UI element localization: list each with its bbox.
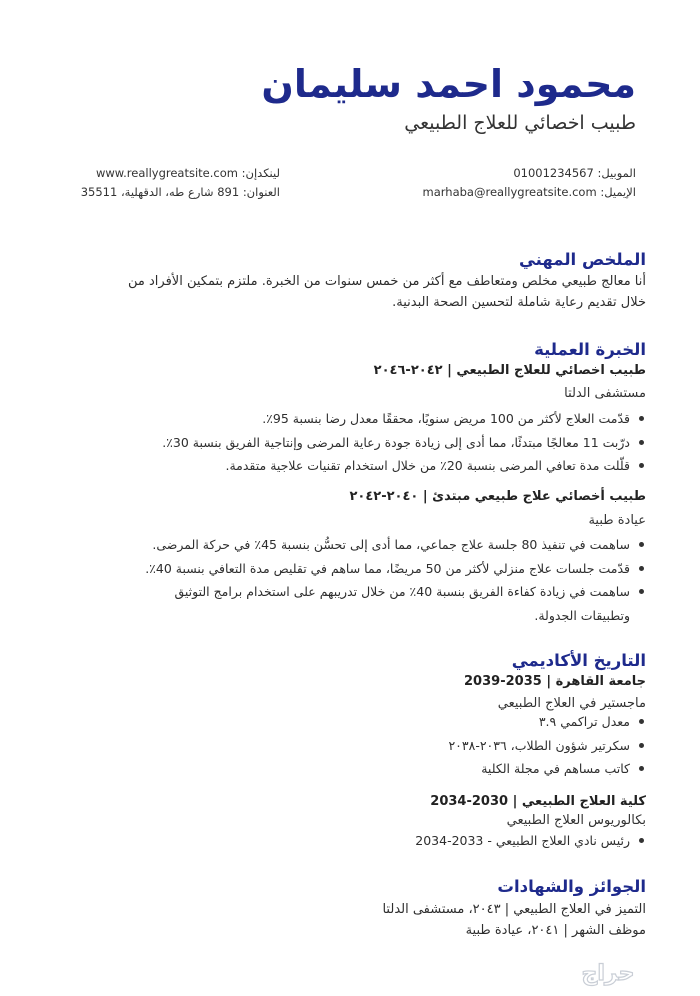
education-bullets — [46, 710, 646, 781]
education-entry-title: جامعة القاهرة | 2035-2039 — [464, 674, 646, 689]
awards-body — [382, 899, 646, 941]
candidate-name: محمود احمد سليمان — [261, 62, 636, 106]
list-item: قدّمت العلاج لأكثر من 100 مريض سنويًا، محققًا معدل رضا بنسبة 95٪. — [46, 407, 646, 431]
list-item: ساهمت في زيادة كفاءة الفريق بنسبة 40٪ من خلال تدريبهم على استخدام برامج التوثيق وتطبيقات الجدولة. — [46, 580, 646, 627]
bullet-icon — [639, 542, 644, 547]
job-title: طبيب اخصائي للعلاج الطبيعي | ٢٠٤٢-٢٠٤٦ — [373, 363, 646, 378]
summary-line: أنا معالج طبيعي مخلص ومتعاطف مع أكثر من خمس سنوات من الخبرة. ملتزم بتمكين الأفراد من — [128, 274, 646, 289]
job-org: مستشفى الدلتا — [564, 386, 646, 401]
phone-label: الموبيل: — [597, 166, 636, 180]
list-item: معدل تراكمي ٣.٩ — [46, 710, 646, 734]
education-degree: ماجستير في العلاج الطبيعي — [497, 696, 646, 711]
email-value: marhaba@reallygreatsite.com — [422, 185, 597, 199]
job-title: طبيب أخصائي علاج طبيعي مبتدئ | ٢٠٤٠-٢٠٤٢ — [349, 489, 646, 504]
bullet-icon — [639, 743, 644, 748]
bullet-icon — [639, 566, 644, 571]
list-item: سكرتير شؤون الطلاب، ٢٠٣٦-٢٠٣٨ — [46, 734, 646, 758]
job-bullets — [46, 533, 646, 627]
summary-title: الملخص المهني — [518, 250, 646, 269]
address-label: العنوان: — [242, 185, 280, 199]
list-item: رئيس نادي العلاج الطبيعي - 2033-2034 — [46, 829, 646, 853]
email-line — [423, 185, 636, 199]
award-line: التميز في العلاج الطبيعي | ٢٠٤٣، مستشفى الدلتا — [382, 902, 646, 917]
bullet-icon — [639, 719, 644, 724]
job-org: عيادة طبية — [588, 513, 646, 528]
awards-title: الجوائز والشهادات — [497, 877, 646, 896]
education-degree: بكالوريوس العلاج الطبيعي — [506, 813, 646, 828]
bullet-icon — [639, 838, 644, 843]
email-label: الإيميل: — [600, 185, 636, 199]
list-item: ساهمت في تنفيذ 80 جلسة علاج جماعي، مما أدى إلى تحسُّن بنسبة 45٪ في حركة المرضى. — [46, 533, 646, 557]
bullet-icon — [639, 463, 644, 468]
linkedin-line — [96, 166, 280, 180]
address-value: 891 شارع طه، الدقهلية، 35511 — [80, 185, 240, 199]
linkedin-label: لينكدإن: — [241, 166, 280, 180]
job-bullets — [46, 407, 646, 478]
education-title: التاريخ الأكاديمي — [511, 651, 646, 670]
bullet-icon — [639, 589, 644, 594]
watermark-logo — [548, 958, 668, 988]
summary-body — [46, 271, 646, 313]
bullet-icon — [639, 440, 644, 445]
summary-line: خلال تقديم رعاية شاملة لتحسين الصحة البدنية. — [392, 295, 646, 310]
phone-line — [513, 166, 636, 180]
education-entry-title: كلية العلاج الطبيعي | 2030-2034 — [430, 794, 646, 809]
address-line — [81, 185, 280, 199]
list-item: قلّلت مدة تعافي المرضى بنسبة 20٪ من خلال استخدام تقنيات علاجية متقدمة. — [46, 454, 646, 478]
phone-value: 01001234567 — [513, 166, 594, 180]
candidate-title: طبيب اخصائي للعلاج الطبيعي — [404, 112, 636, 134]
bullet-icon — [639, 766, 644, 771]
linkedin-value: www.reallygreatsite.com — [95, 166, 238, 180]
experience-title: الخبرة العملية — [534, 340, 646, 359]
education-bullets — [46, 829, 646, 853]
list-item: كاتب مساهم في مجلة الكلية — [46, 757, 646, 781]
bullet-icon — [639, 416, 644, 421]
watermark-text: حراج — [581, 961, 635, 986]
award-line: موظف الشهر | ٢٠٤١، عيادة طبية — [465, 923, 646, 938]
list-item: قدّمت جلسات علاج منزلي لأكثر من 50 مريضًا، مما ساهم في تقليص مدة التعافي بنسبة 40٪. — [46, 557, 646, 581]
list-item: درّبت 11 معالجًا مبتدئًا، مما أدى إلى زيادة جودة رعاية المرضى وإنتاجية الفريق بنسبة 30٪. — [46, 431, 646, 455]
